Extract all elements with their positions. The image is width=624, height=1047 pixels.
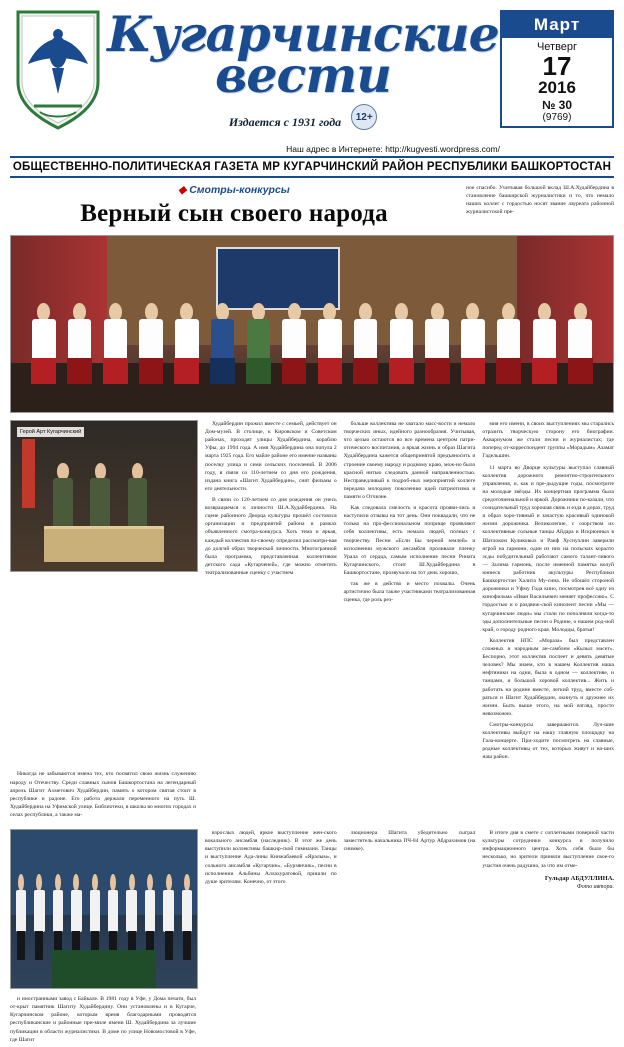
- paragraph: В итоге дня в смете с соплетными поверной части культуры сотрудники конкурса и получило информационного центра. Хоть себя было бы несколько, но зрители приняли выступление свое-го участия очень радушно, за что им отме-: [482, 830, 615, 869]
- paper-title: [106, 5, 500, 105]
- age-rating-badge: 12+: [351, 104, 377, 130]
- text-column-3: [344, 420, 476, 764]
- paragraph: Смотры-конкурсы завершаются. Луч-шие коллективы выйдут на нашу главную площадку на Гала-концерте. При-ходите посмотреть на славные, родные коллективы от тех, которых живут и на-ших наш район.: [482, 721, 615, 761]
- crest-icon: [10, 8, 106, 134]
- ensemble-illustration: [11, 830, 197, 988]
- lead-head-left: [10, 184, 458, 228]
- issue-weekday: Четверг: [536, 41, 578, 53]
- stage-illustration: [11, 236, 613, 412]
- paper-title-line2: вести: [215, 46, 391, 105]
- byline-photo: Фото автора.: [576, 884, 615, 891]
- text-column-4: [482, 420, 614, 764]
- lead-head-zone: [10, 184, 614, 228]
- spacer-col-b: [342, 770, 474, 822]
- paragraph: Никогда не забываются имена тех, кто посвятил свою жизнь служению народу и Отечеству. Среди славных сынов Башкортостана на легендарный апрель Шагит Ахметович Худайбердин, память о котором святая стоит в республике и радоне. Его работа держали переменного на путь Ш. Худайбердина на Уфимской улице. Библиотеки, в школы во многих городах и селах республики, а также ма-: [10, 771, 196, 819]
- spacer-col-c: [482, 770, 614, 822]
- bottom-column-3: [344, 829, 476, 989]
- website-line[interactable]: Наш адрес в Интернете: http://kugvesti.wordpress.com/: [286, 144, 500, 154]
- bottom-left-text-row: [10, 995, 614, 1047]
- rubric: ◆ Смотры-конкурсы: [178, 184, 290, 196]
- byline-author: Гульдар АБДУЛЛИНА.: [544, 874, 615, 882]
- section-banner: ОБЩЕСТВЕННО-ПОЛИТИЧЕСКАЯ ГАЗЕТА МР КУГАРЧИНСКИЙ РАЙОН РЕСПУБЛИКИ БАШКОРТОСТАН: [10, 156, 614, 178]
- page-title: Верный сын своего народа: [80, 200, 388, 227]
- paragraph: Худайбердин прожил вместе с семьей, действует он Дом-музей. В столице, к Кировском и Советском районах, проходят улицы Худайбердина, кораблю Уфы, до 1994 года. А имя Худайбердина она попула 2 марта 1925 года. Его майле районе его имение названы поселку улица и семи сельских поселений. В 2006 году, в связи со 110-летием со дня его рождения, издана книга «Шагит Худайбердин», снят фильмы о его деятельности.: [205, 421, 337, 492]
- issue-total-number: (9769): [542, 111, 572, 123]
- spacer-col-f: [482, 995, 614, 1047]
- paragraph: Коллектив НПС «Мораза» был представлен сложных и народным ан-самблем «Кызыл мәсет». Беспорно, этот коллектив поспеет и девять девятые человек? Мы знаем, кто в нашем Коллектив наша нефтяники на одни, была в одном — коллективе, и танцами, и большой хоровой коллектив... Жить и работать на родине вместе, легкий труд, вместе соб-раться и Шагит Худайбердин, окинуть и дружнее их жизни. Быть выше этого, на мой взгляд, просто невозможно.: [482, 637, 615, 717]
- photo-caption: Герой Арт Кугарчинский: [17, 427, 84, 437]
- issue-month: Март: [502, 12, 612, 38]
- title-block: [106, 5, 500, 154]
- lower-cols: [10, 770, 614, 822]
- spacer-col-e: [342, 995, 474, 1047]
- issue-date-box: [500, 10, 614, 128]
- since-row: [106, 104, 500, 130]
- since-label: Издается с 1931 года: [228, 114, 342, 129]
- text-column-1: [10, 770, 196, 822]
- paragraph: Как следовала смелость и красота прояви-лись и наступили отзывы на тот день. Они поквадали, что не только на про-фессиональном поприще проявляют себя коллективы, есть немало людей, полных с творчеству. Песни «Если Бы черной землей» и исполнении мужского ансамбля проливали пленку Урала от сердца, самым исполнение песни Рината Кугарчинского, стоит Ш.Худайбердина в Башкортостане, прозвучало на тот день хорошо,: [343, 505, 476, 576]
- paragraph: В связи со 120-летием со дня рождения он унесь возвращаемся к личности Ш.А.Худайбердина. На сцене районного Дворца культуры прошёл состоялся организации и предприятий района в рамках объявленного смотра-конкурса. Хоть тема и яркая, каждый коллектив по-своему определил рассматри-вая до долгий образ творческой личности. Многогранной была программа, представленная коллективом детского сада «Кугарченей», где можно отметить театрализованные сценку с участием: [205, 496, 337, 576]
- rubric-label: Смотры-конкурсы: [189, 184, 290, 196]
- mid-row: [10, 420, 614, 764]
- paper-title-line1: Кугарчинские: [107, 5, 499, 63]
- masthead: [10, 5, 614, 154]
- spacer-col-a: [203, 770, 335, 822]
- byline: [482, 874, 614, 892]
- paragraph: 11 марта во Дворце культуры выступал славный коллектив дорожного ремонтно-строительного управления, и, как и пре-дыдущие годы, посмотрите на молодые звёзды. Их концертная программа была средоточиенальной и яркой. Дорожники по-казали, что созидательный труд хорошая связь и езда в дорах, труд и образ хоро-тивный и зачастую красивый одинокой жизни дорожника. Великолепие, с озорством их коллективные сольные танцы Айдара и Искрюнных в Шатлоком Куликовых и Раиф Хуснуллин заверили игрой на гармони, один из них на польских коралто эсды побудительный работают самого талант-ливого — Залима гармонь, после именной памятка волуй юннеск работник акультуры Республики Башкортостан Халита Му-сина. Не обошёл стороной дорожники и Уфму Года кино, посмотрев всё одну из кинофильма «Иван Васильевич меняет профессию». С гордостью и о раздвиж-ской кинолент песни «Мы — кугарчинские люди» мы стали по пополняли когда-то эды дополнительные песни о Родине, о нашем род-ной край, о городу родного края. Молодцы, братья!: [482, 464, 615, 633]
- head-right-text: ное спасибо. Учитывая большой вклад Ш.А.Худайбердина в становление башкирской журналистики и то, что немало наших коллег с гордостью носят звание лауреата районной журналистской пре-: [466, 185, 614, 216]
- paragraph: мия его имени, в своих выступлениях мы старались отразить творческую сторону его биографии. Аквариумом же стали песни и журналистах; где поперед от-корреспондент группы «Морадым» Азамат Гадельшин.: [482, 421, 615, 460]
- paragraph: люционера Шагита убедительно сыграл заместитель начальника ПЧ-84 Артур Абдрахимов (на снимке).: [343, 830, 476, 853]
- bottom-column-1: [10, 995, 196, 1047]
- bottom-row: [10, 829, 614, 989]
- bottom-column-2: [205, 829, 337, 989]
- issue-number: № 30: [541, 97, 573, 112]
- photo-scene-shagit: [10, 420, 198, 572]
- scene-illustration: [11, 421, 197, 571]
- photo-ensemble: [10, 829, 198, 989]
- paragraph: взрослых людей, яркое выступление жен-ского вокального ансамбля (наследник). В этот же день выступили коллективы башкир-ской гимназии. Танцы и выступление Ада-лины Кинжабаевой «Яралым», и сольного ансамбля «Кугарчин», «Бурзянчик», песни в исполнении Альбины Аллахуратовой, пришли по душе зрителям. Конечно, от этого: [205, 830, 337, 885]
- photo-main-stage: [10, 235, 614, 413]
- text-column-2: [205, 420, 337, 764]
- bottom-column-4: [482, 829, 614, 989]
- paragraph: так же в действо и место похвалы. Очень артистично была также участниками театрализованная сценка, где роль рез-: [343, 581, 476, 604]
- paragraph: и иностранными завод с Байкале. В 1981 году в Уфе, у Дома печати, был от-крыт памятник Шагиту Худайбердину. Они установлены и в Кугарче, Кугарчинском районе, которым время благодарными проводятся республиканские и районные при-миле имени Ш. Худайбердина за лучшие публикации в области журналистики. В доме по улице Новомостовой в Уфе, где Шагит: [10, 996, 196, 1043]
- issue-day: 17: [542, 51, 572, 81]
- issue-year: 2016: [538, 78, 576, 97]
- spacer-col-d: [203, 995, 335, 1047]
- paragraph: больше коллектива не хватало масс-вости и немало творческих иных, идейного разнообразия. Учитывая, что целью остаются во все времена центром патри-отического воспитания, а яркая жизнь и образ Шагита Худайбердина кажется общепринятой предъяносить и строение своему народу и родному краю, мож-но было красной нитью следовать данной направленностью. Несправедливый к подроб-ных мероприятий коллеге передача молодому поколению идей патриотизма и памяти о Отчизне.: [343, 421, 476, 500]
